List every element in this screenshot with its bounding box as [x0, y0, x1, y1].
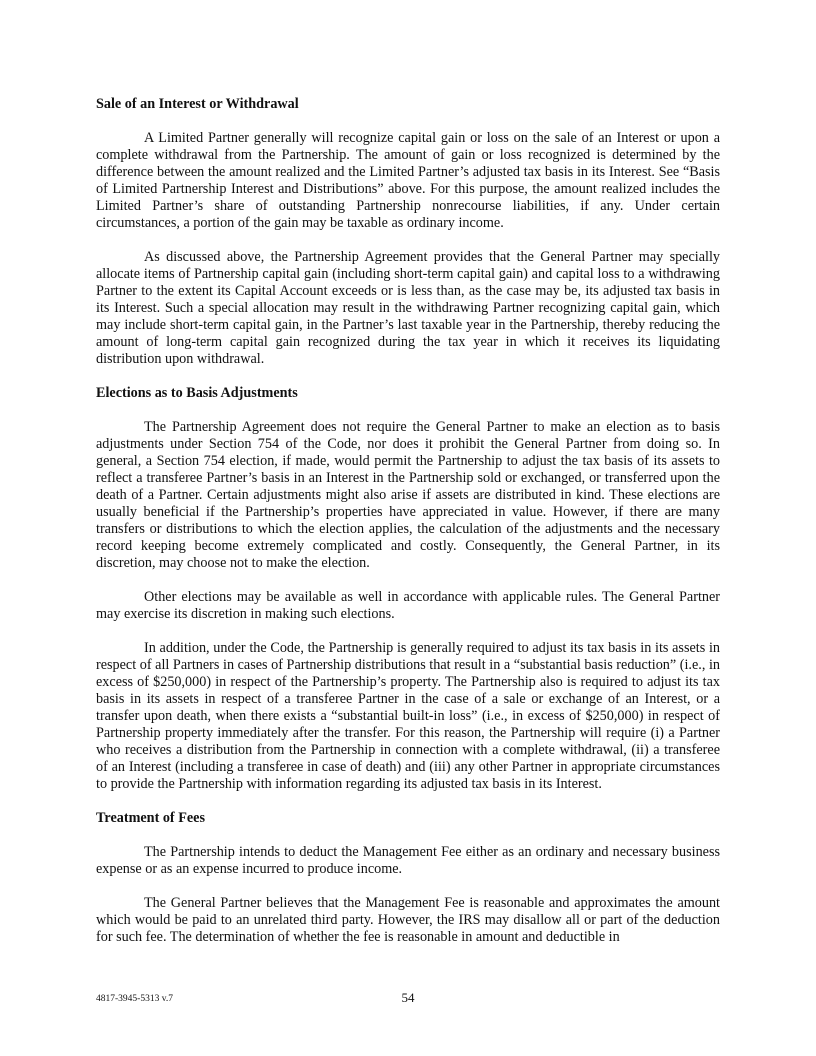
paragraph: The Partnership Agreement does not require the General Partner to make an election as to basis adjustments under Section 754 of the Code, nor does it prohibit the General Partner from doing so. In general, a Section 754 election, if made, would permit the Partnership to adjust the tax basis of its assets to reflect a transferee Partner’s basis in an Interest in the Partnership sold or exchanged, or transferred upon the death of a Partner. Certain adjustments might also arise if assets are distributed in kind. These elections are usually beneficial if the Partnership’s properties have appreciated in value. However, if there are many transfers or distributions to which the election applies, the calculation of the adjustments and the necessary record keeping become extremely complicated and costly. Consequently, the General Partner, in its discretion, may choose not to make the election. — [96, 419, 720, 571]
document-page — [96, 96, 720, 963]
paragraph: Other elections may be available as well in accordance with applicable rules. The General Partner may exercise its discretion in making such elections. — [96, 589, 720, 622]
paragraph: In addition, under the Code, the Partnership is generally required to adjust its tax basis in its assets in respect of all Partners in cases of Partnership distributions that result in a “substantial basis reduction” (i.e., in excess of $250,000) in respect of the Partnership’s property. The Partnership also is required to adjust its tax basis in its assets in respect of a transferee Partner in the case of a sale or exchange of an Interest, or a transfer upon death, when there exists a “substantial built-in loss” (i.e., in excess of $250,000) in respect of Partnership property immediately after the transfer. For this reason, the Partnership will require (i) a Partner who receives a distribution from the Partnership in connection with a complete withdrawal, (ii) a transferee of an Interest (including a transferee in case of death) and (iii) any other Partner in appropriate circumstances to provide the Partnership with information regarding its adjusted tax basis in its Interest. — [96, 640, 720, 792]
paragraph: A Limited Partner generally will recognize capital gain or loss on the sale of an Interest or upon a complete withdrawal from the Partnership. The amount of gain or loss recognized is determined by the difference between the amount realized and the Limited Partner’s adjusted tax basis in its Interest. See “Basis of Limited Partnership Interest and Distributions” above. For this purpose, the amount realized includes the Limited Partner’s share of outstanding Partnership nonrecourse liabilities, if any. Under certain circumstances, a portion of the gain may be taxable as ordinary income. — [96, 130, 720, 231]
paragraph: As discussed above, the Partnership Agreement provides that the General Partner may specially allocate items of Partnership capital gain (including short-term capital gain) and capital loss to a withdrawing Partner to the extent its Capital Account exceeds or is less than, as the case may be, its adjusted tax basis in its Interest. Such a special allocation may result in the withdrawing Partner recognizing capital gain, which may include short-term capital gain, in the Partner’s last taxable year in the Partnership, thereby reducing the amount of long-term capital gain recognized during the tax year in which it receives its liquidating distribution upon withdrawal. — [96, 249, 720, 367]
footer-document-id: 4817-3945-5313 v.7 — [96, 994, 173, 1004]
section-heading-sale-of-interest: Sale of an Interest or Withdrawal — [96, 96, 299, 112]
section-heading-treatment-of-fees: Treatment of Fees — [96, 810, 205, 826]
paragraph: The Partnership intends to deduct the Management Fee either as an ordinary and necessary business expense or as an expense incurred to produce income. — [96, 844, 720, 877]
section-heading-basis-adjustments: Elections as to Basis Adjustments — [96, 385, 298, 401]
paragraph: The General Partner believes that the Management Fee is reasonable and approximates the amount which would be paid to an unrelated third party. However, the IRS may disallow all or part of the deduction for such fee. The determination of whether the fee is reasonable in amount and deductible in — [96, 895, 720, 945]
footer-page-number: 54 — [401, 990, 415, 1005]
